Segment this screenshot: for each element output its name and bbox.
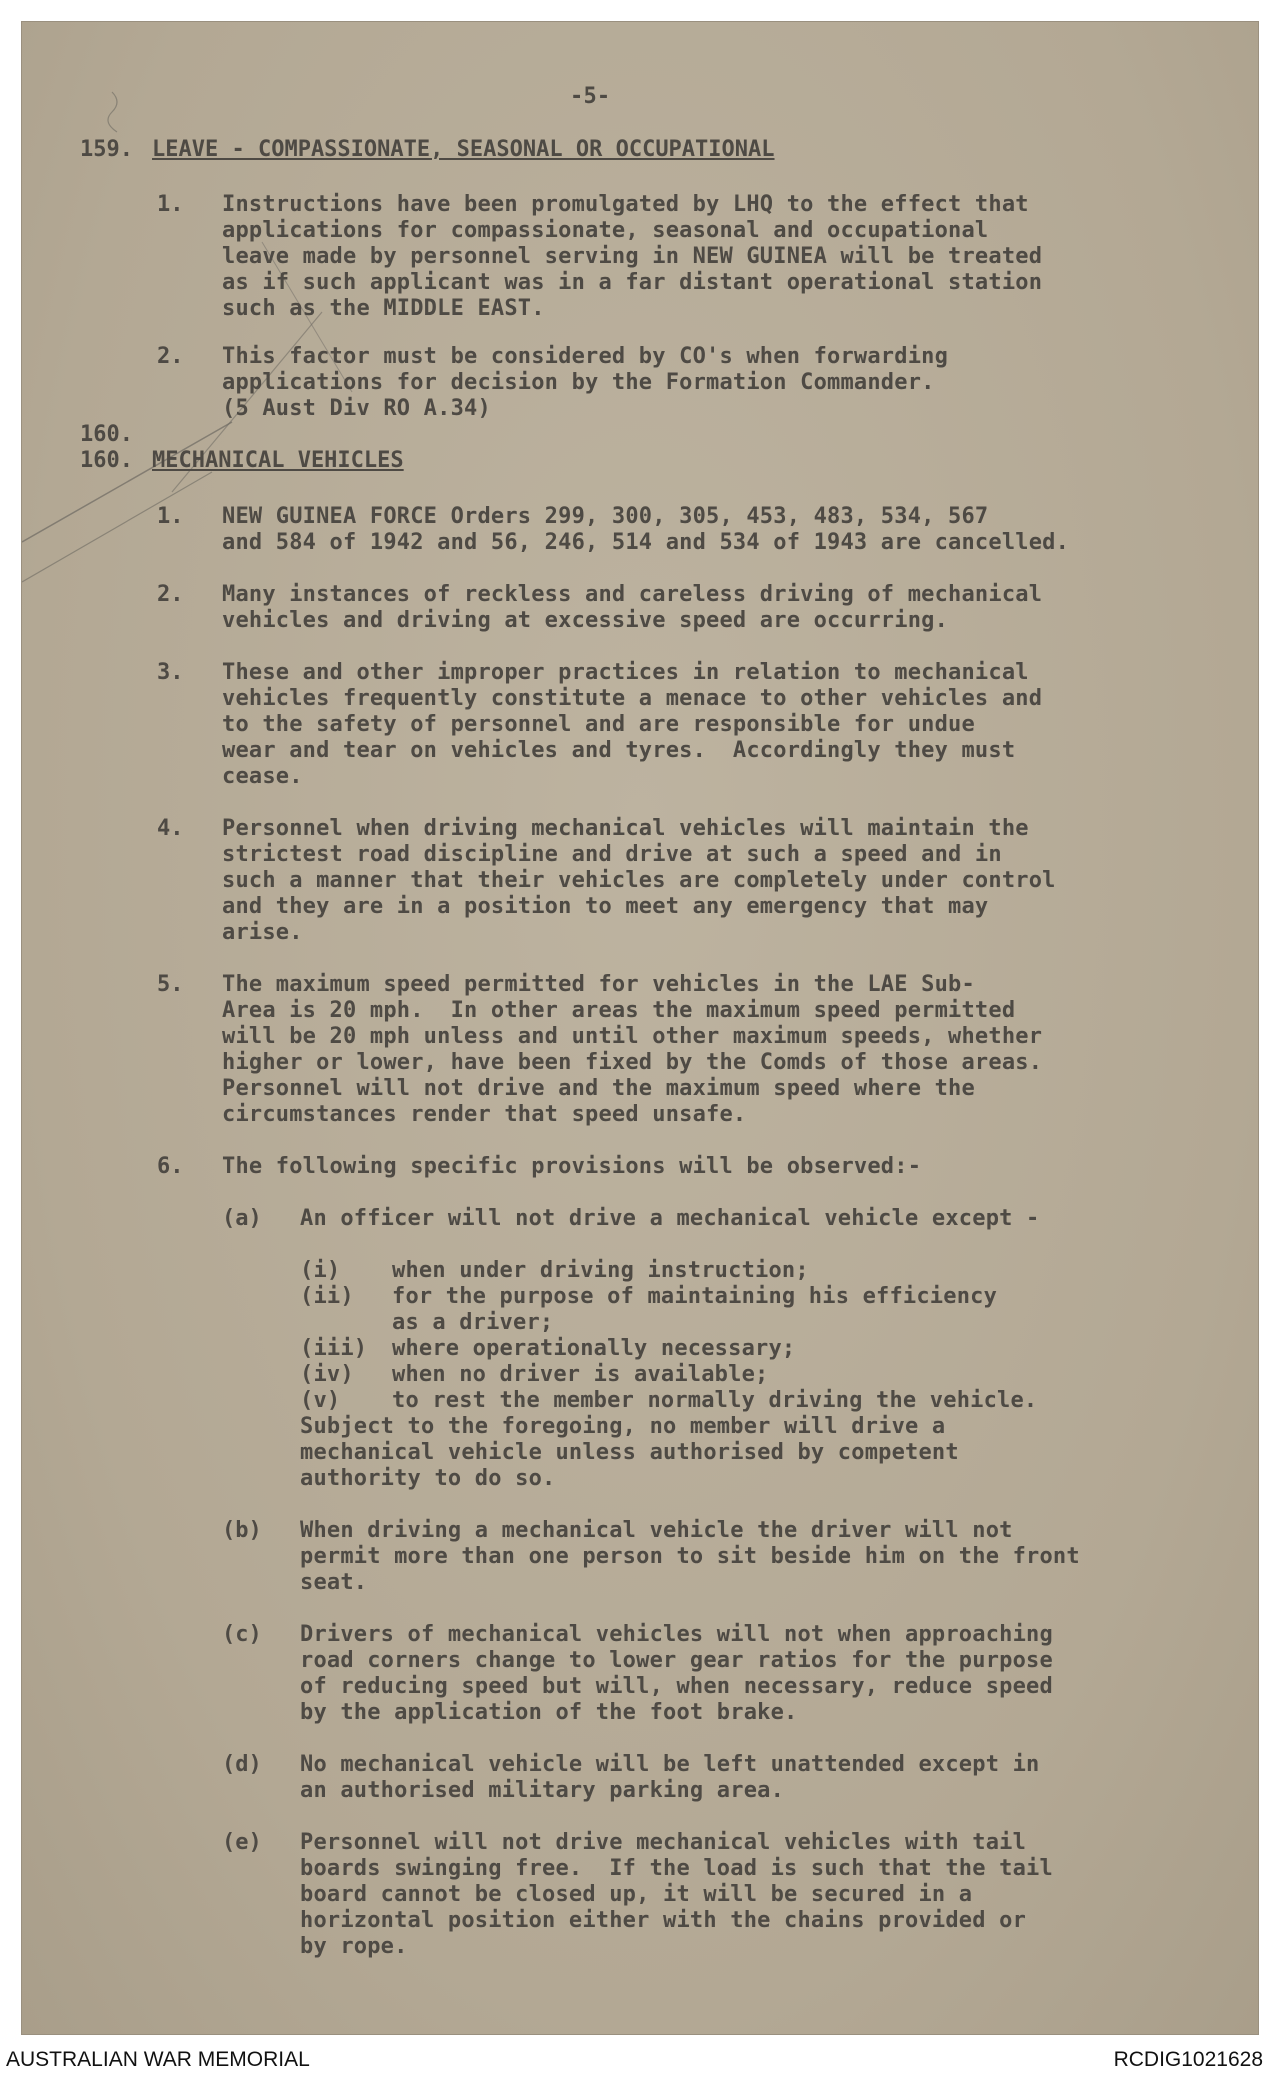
list-marker: (ii)	[300, 1284, 354, 1309]
list-text: to rest the member normally driving the vehicle.	[392, 1388, 1038, 1413]
list-text: when under driving instruction;	[392, 1258, 809, 1283]
item-text-160-3	[222, 660, 1042, 790]
text-line: Personnel will not drive and the maximum speed where the	[222, 1076, 975, 1101]
text-line: No mechanical vehicle will be left unattended except in	[300, 1752, 1040, 1777]
footer-record-id: RCDIG1021628	[1113, 2048, 1263, 2071]
sub-item-text-a	[300, 1206, 1039, 1232]
item-text-160-2	[222, 582, 1042, 634]
text-line: NEW GUINEA FORCE Orders 299, 300, 305, 453, 483, 534, 567	[222, 504, 989, 529]
handwritten-number: 160.	[80, 422, 133, 447]
heading-leave: LEAVE - COMPASSIONATE, SEASONAL OR OCCUPATIONAL	[152, 137, 775, 162]
list-item	[300, 1310, 959, 1336]
list-item	[300, 1362, 959, 1388]
text-line: applications for decision by the Formation Commander.	[222, 370, 935, 395]
text-line: circumstances render that speed unsafe.	[222, 1102, 747, 1127]
item-number: 4.	[157, 816, 184, 841]
list-text: for the purpose of maintaining his efficiency	[392, 1284, 998, 1309]
list-item	[300, 1284, 998, 1310]
text-line: Drivers of mechanical vehicles will not when approaching	[300, 1622, 1053, 1647]
text-line: vehicles frequently constitute a menace to other vehicles and	[222, 686, 1043, 711]
text-line: cease.	[222, 764, 303, 789]
text-line: The maximum speed permitted for vehicles in the LAE Sub-	[222, 972, 975, 997]
text-line: an authorised military parking area.	[300, 1778, 785, 1803]
sub-item-text-e	[300, 1830, 1053, 1960]
item-text-159-2	[222, 344, 948, 422]
text-line: leave made by personnel serving in NEW GUINEA will be treated	[222, 244, 1043, 269]
list-marker: (iii)	[300, 1336, 368, 1361]
list-text: as a driver;	[392, 1310, 554, 1335]
text-line: arise.	[222, 920, 303, 945]
text-line: This factor must be considered by CO's when forwarding	[222, 344, 949, 369]
item-number: 2.	[157, 582, 184, 607]
item-number: 5.	[157, 972, 184, 997]
sub-item-letter: (d)	[222, 1752, 262, 1777]
page-number: -5-	[570, 84, 611, 109]
heading-mechanical-vehicles: MECHANICAL VEHICLES	[152, 448, 404, 473]
item-text-159-1	[222, 192, 1042, 322]
text-line: by the application of the foot brake.	[300, 1700, 798, 1725]
list-item	[300, 1258, 959, 1284]
text-line: board cannot be closed up, it will be secured in a	[300, 1882, 973, 1907]
sub-item-letter: (c)	[222, 1622, 262, 1647]
paragraph-number-160: 160.	[80, 448, 133, 473]
list-marker: (i)	[300, 1258, 341, 1283]
sub-item-a-list	[300, 1258, 1038, 1492]
text-line: permit more than one person to sit beside him on the front	[300, 1544, 1080, 1569]
text-line: Area is 20 mph. In other areas the maximum speed permitted	[222, 998, 1016, 1023]
text-line: These and other improper practices in relation to mechanical	[222, 660, 1029, 685]
text-line: road corners change to lower gear ratios for the purpose	[300, 1648, 1053, 1673]
sub-item-letter: (b)	[222, 1518, 262, 1543]
list-text: when no driver is available;	[392, 1362, 769, 1387]
text-line: will be 20 mph unless and until other maximum speeds, whether	[222, 1024, 1043, 1049]
text-line: by rope.	[300, 1934, 408, 1959]
sub-item-text-b	[300, 1518, 1080, 1596]
text-line: strictest road discipline and drive at such a speed and in	[222, 842, 1002, 867]
text-line: Instructions have been promulgated by LHQ to the effect that	[222, 192, 1029, 217]
footer-source: AUSTRALIAN WAR MEMORIAL	[6, 2048, 310, 2071]
item-text-160-5	[222, 972, 1042, 1128]
text-line: such as the MIDDLE EAST.	[222, 296, 545, 321]
item-text-160-6	[222, 1154, 921, 1180]
list-marker: (v)	[300, 1388, 341, 1413]
item-number: 1.	[157, 192, 184, 217]
list-text: where operationally necessary;	[392, 1336, 796, 1361]
text-line: Personnel when driving mechanical vehicles will maintain the	[222, 816, 1029, 841]
text-line: and 584 of 1942 and 56, 246, 514 and 534 of 1943 are cancelled.	[222, 530, 1070, 555]
text-line: When driving a mechanical vehicle the driver will not	[300, 1518, 1013, 1543]
text-line: wear and tear on vehicles and tyres. Accordingly they must	[222, 738, 1016, 763]
list-marker: (iv)	[300, 1362, 354, 1387]
text-line: authority to do so.	[300, 1466, 556, 1491]
text-line: vehicles and driving at excessive speed are occurring.	[222, 608, 949, 633]
item-number: 1.	[157, 504, 184, 529]
text-line: Subject to the foregoing, no member will drive a	[300, 1414, 946, 1439]
text-line: Personnel will not drive mechanical vehicles with tail	[300, 1830, 1027, 1855]
document-page	[22, 22, 1258, 2034]
sub-item-text-c	[300, 1622, 1053, 1726]
text-line: Many instances of reckless and careless driving of mechanical	[222, 582, 1043, 607]
text-line: (5 Aust Div RO A.34)	[222, 396, 491, 421]
paragraph-number-159: 159.	[80, 137, 133, 162]
text-line: as if such applicant was in a far distant operational station	[222, 270, 1043, 295]
item-number: 6.	[157, 1154, 184, 1179]
text-line: to the safety of personnel and are responsible for undue	[222, 712, 975, 737]
item-text-160-1	[222, 504, 1069, 556]
item-text-160-4	[222, 816, 1056, 946]
text-line: mechanical vehicle unless authorised by competent	[300, 1440, 959, 1465]
text-line: applications for compassionate, seasonal and occupational	[222, 218, 989, 243]
text-line: of reducing speed but will, when necessary, reduce speed	[300, 1674, 1053, 1699]
text-line: boards swinging free. If the load is such that the tail	[300, 1856, 1053, 1881]
sub-item-letter: (a)	[222, 1206, 262, 1231]
text-line: seat.	[300, 1570, 368, 1595]
sub-item-letter: (e)	[222, 1830, 262, 1855]
text-line: horizontal position either with the chains provided or	[300, 1908, 1027, 1933]
sub-item-text-d	[300, 1752, 1039, 1804]
text-line: The following specific provisions will be observed:-	[222, 1154, 922, 1179]
list-item	[300, 1388, 1038, 1414]
item-number: 3.	[157, 660, 184, 685]
list-item	[300, 1336, 959, 1362]
item-number: 2.	[157, 344, 184, 369]
text-line: and they are in a position to meet any emergency that may	[222, 894, 989, 919]
text-line: An officer will not drive a mechanical vehicle except -	[300, 1206, 1040, 1231]
text-line: higher or lower, have been fixed by the Comds of those areas.	[222, 1050, 1043, 1075]
text-line: such a manner that their vehicles are completely under control	[222, 868, 1056, 893]
